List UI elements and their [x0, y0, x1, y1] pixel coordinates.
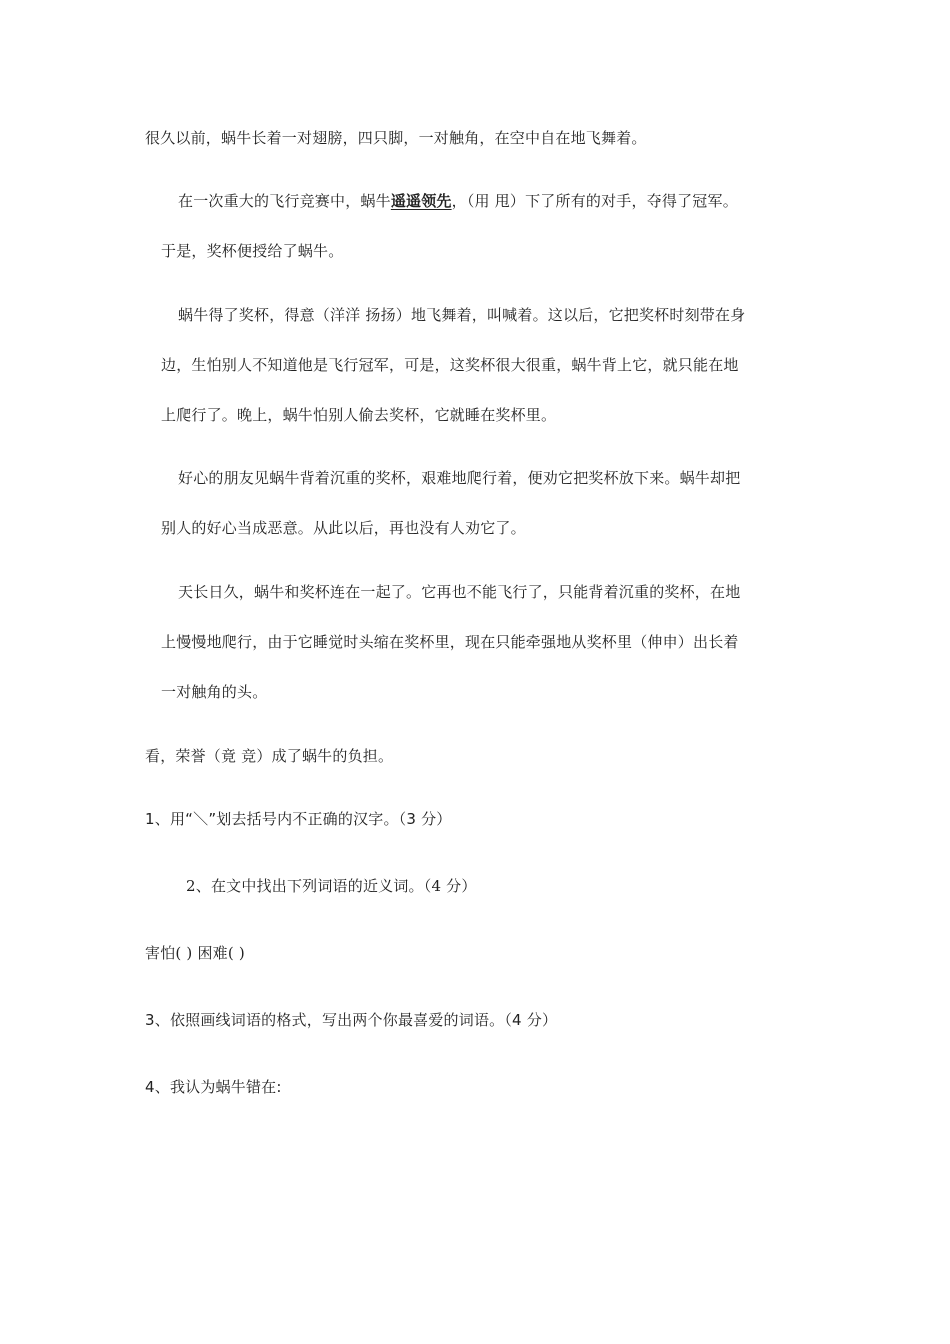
question-3: 3、依照画线词语的格式，写出两个你最喜爱的词语。（4 分）: [145, 1011, 558, 1029]
question-2-items: 害怕( ) 困难( ): [145, 944, 245, 962]
paragraph-5-line-3: 一对触角的头。: [161, 683, 268, 701]
paragraph-5-line-1: 天长日久，蜗牛和奖杯连在一起了。它再也不能飞行了，只能背着沉重的奖杯，在地: [178, 583, 741, 601]
paragraph-5-line-2: 上慢慢地爬行，由于它睡觉时头缩在奖杯里，现在只能牵强地从奖杯里（伸申）出长着: [161, 633, 739, 651]
paragraph-6: 看，荣誉（竟 竞）成了蜗牛的负担。: [145, 747, 394, 765]
paragraph-3-line-3: 上爬行了。晚上，蜗牛怕别人偷去奖杯，它就睡在奖杯里。: [161, 406, 557, 424]
paragraph-4-line-2: 别人的好心当成恶意。从此以后，再也没有人劝它了。: [161, 519, 526, 537]
question-2: 2、在文中找出下列词语的近义词。（4 分）: [186, 877, 477, 895]
question-4: 4、我认为蜗牛错在:: [145, 1078, 282, 1096]
paragraph-2-text-b: ，（用 甩）下了所有的对手，夺得了冠军。: [451, 192, 738, 210]
paragraph-3-line-2: 边，生怕别人不知道他是飞行冠军，可是，这奖杯很大很重，蜗牛背上它，就只能在地: [161, 356, 739, 374]
paragraph-1: 很久以前，蜗牛长着一对翅膀，四只脚，一对触角，在空中自在地飞舞着。: [145, 129, 647, 147]
paragraph-2-text-a: 在一次重大的飞行竞赛中，蜗牛: [178, 192, 391, 210]
question-1: 1、用“＼”划去括号内不正确的汉字。（3 分）: [145, 810, 452, 828]
paragraph-4-line-1: 好心的朋友见蜗牛背着沉重的奖杯，艰难地爬行着，便劝它把奖杯放下来。蜗牛却把: [178, 469, 741, 487]
paragraph-3-line-1: 蜗牛得了奖杯，得意（洋洋 扬扬）地飞舞着，叫喊着。这以后，它把奖杯时刻带在身: [178, 306, 746, 324]
underlined-phrase: 遥遥领先: [390, 192, 452, 210]
paragraph-2-line-2: 于是，奖杯便授给了蜗牛。: [161, 242, 344, 260]
paragraph-2-line-1: [178, 191, 738, 211]
